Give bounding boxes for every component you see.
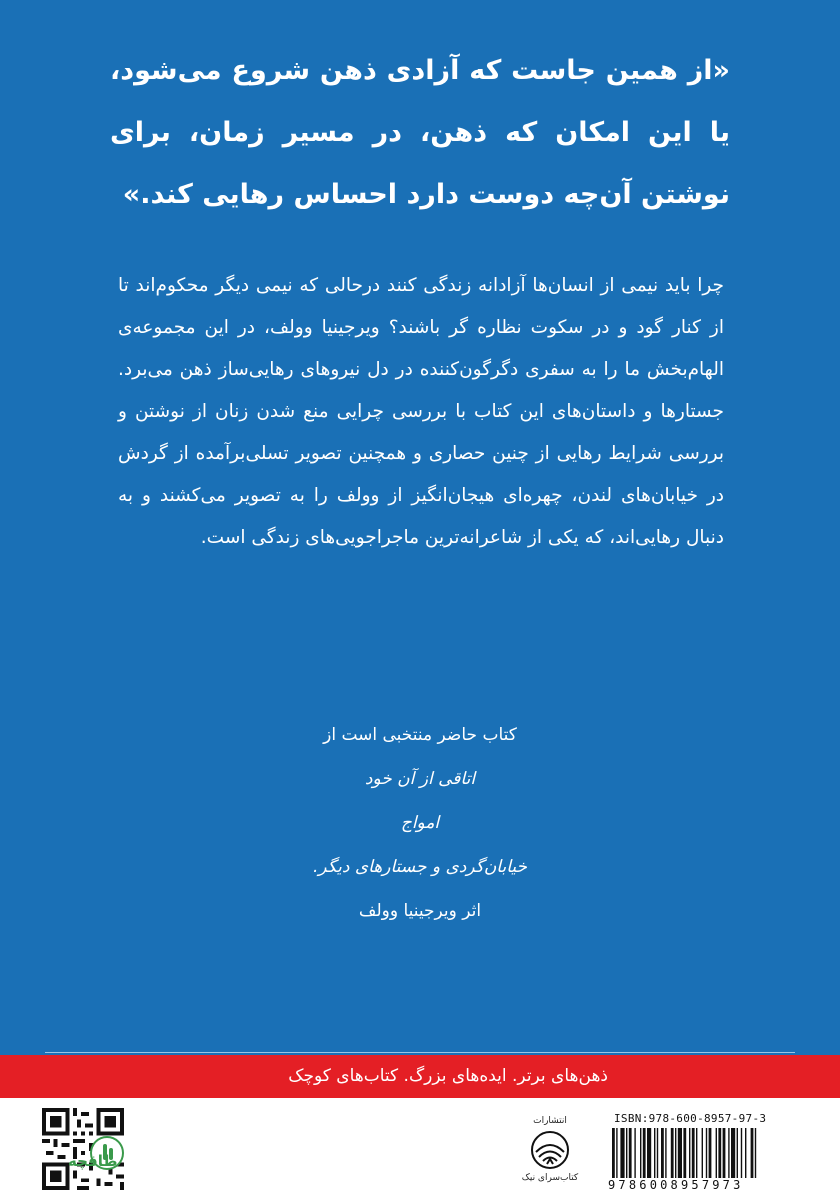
- barcode-bar: [751, 1128, 754, 1178]
- barcode-bar: [647, 1128, 651, 1178]
- blurb-paragraph: چرا باید نیمی از انسان‌ها آزادانه زندگی کنند درحالی که نیمی دیگر محکوم‌اند تا از کنار گود و در سکوت نظاره گر باشند؟ ویرجینیا وولف، در این مجموعه‌ی الهام‌بخش ما را به سفری دگرگون‌کننده در دل نیروهای رهایی‌ساز ذهن می‌برد. جستارها و داستان‌های این کتاب با بررسی چرایی منع شدن زنان از نوشتن و بررسی شرایط رهایی از چنین حصاری و همچنین تصویر تسلی‌برآمده از گردش در خیابان‌های لندن، چهره‌ای هیجان‌انگیز از وولف را به تصویر می‌کشند و به دنبال رهایی‌اند، که یکی از شاعرانه‌ترین ماجراجویی‌های زندگی است.: [118, 275, 724, 548]
- barcode-bar: [728, 1128, 729, 1178]
- barcode-bar: [675, 1128, 676, 1178]
- barcode-bar: [678, 1128, 682, 1178]
- divider-line: [45, 1052, 795, 1053]
- publisher-logo: [520, 1116, 580, 1196]
- barcode-bar: [629, 1128, 632, 1178]
- isbn-label: ISBN:978-600-8957-97-3: [614, 1112, 767, 1125]
- publisher-name: کتاب‌سرای نیک: [521, 1173, 579, 1183]
- barcode-bar: [689, 1128, 690, 1178]
- barcode-bar: [741, 1128, 742, 1178]
- barcode-bar: [620, 1128, 624, 1178]
- source-list: [220, 713, 620, 933]
- barcode-bar: [709, 1128, 712, 1178]
- barcode-bar: [737, 1128, 738, 1178]
- source-intro: کتاب حاضر منتخبی است از: [323, 725, 517, 745]
- isbn-digits: 9786008957973: [608, 1178, 744, 1192]
- publisher-label: انتشارات: [533, 1116, 567, 1126]
- source-item: امواج: [400, 813, 440, 833]
- series-tagline-banner: ذهن‌های برتر. ایده‌های بزرگ. کتاب‌های کوچک: [0, 1055, 840, 1098]
- barcode-bar: [612, 1128, 615, 1178]
- bottom-strip: [0, 1098, 840, 1200]
- source-author: اثر ویرجینیا وولف: [358, 901, 482, 921]
- barcode-bar: [661, 1128, 664, 1178]
- barcode-bar: [671, 1128, 674, 1178]
- barcode-bar: [755, 1128, 756, 1178]
- barcode-bar: [640, 1128, 641, 1178]
- barcode-bar: [683, 1128, 686, 1178]
- taaghche-wordmark: طاقچه: [68, 1152, 118, 1170]
- barcode-bar: [731, 1128, 735, 1178]
- pull-quote: «از همین جاست که آزادی ذهن شروع می‌شود، یا این امکان که ذهن، در مسیر زمان، برای نوشتن آن‌چه دوست دارد احساس رهایی کند.»: [110, 55, 730, 210]
- barcode-bar: [634, 1128, 635, 1178]
- barcode-bar: [665, 1128, 666, 1178]
- barcode-bar: [626, 1128, 627, 1178]
- publisher-emblem-icon: [530, 1130, 570, 1170]
- barcode-bar: [616, 1128, 617, 1178]
- barcode-bar: [643, 1128, 646, 1178]
- barcode-bar: [702, 1128, 703, 1178]
- barcode-bar: [723, 1128, 726, 1178]
- barcode-bar: [716, 1128, 717, 1178]
- barcode-bar: [706, 1128, 707, 1178]
- barcode-icon: [612, 1128, 792, 1178]
- barcode-bar: [657, 1128, 658, 1178]
- barcode-bar: [696, 1128, 697, 1178]
- source-item: اتاقی از آن خود: [364, 769, 476, 789]
- barcode-bar: [718, 1128, 721, 1178]
- barcode-bar: [745, 1128, 746, 1178]
- barcode-bar: [654, 1128, 655, 1178]
- source-item: خیابان‌گردی و جستارهای دیگر.: [312, 857, 528, 877]
- barcode-bar: [692, 1128, 695, 1178]
